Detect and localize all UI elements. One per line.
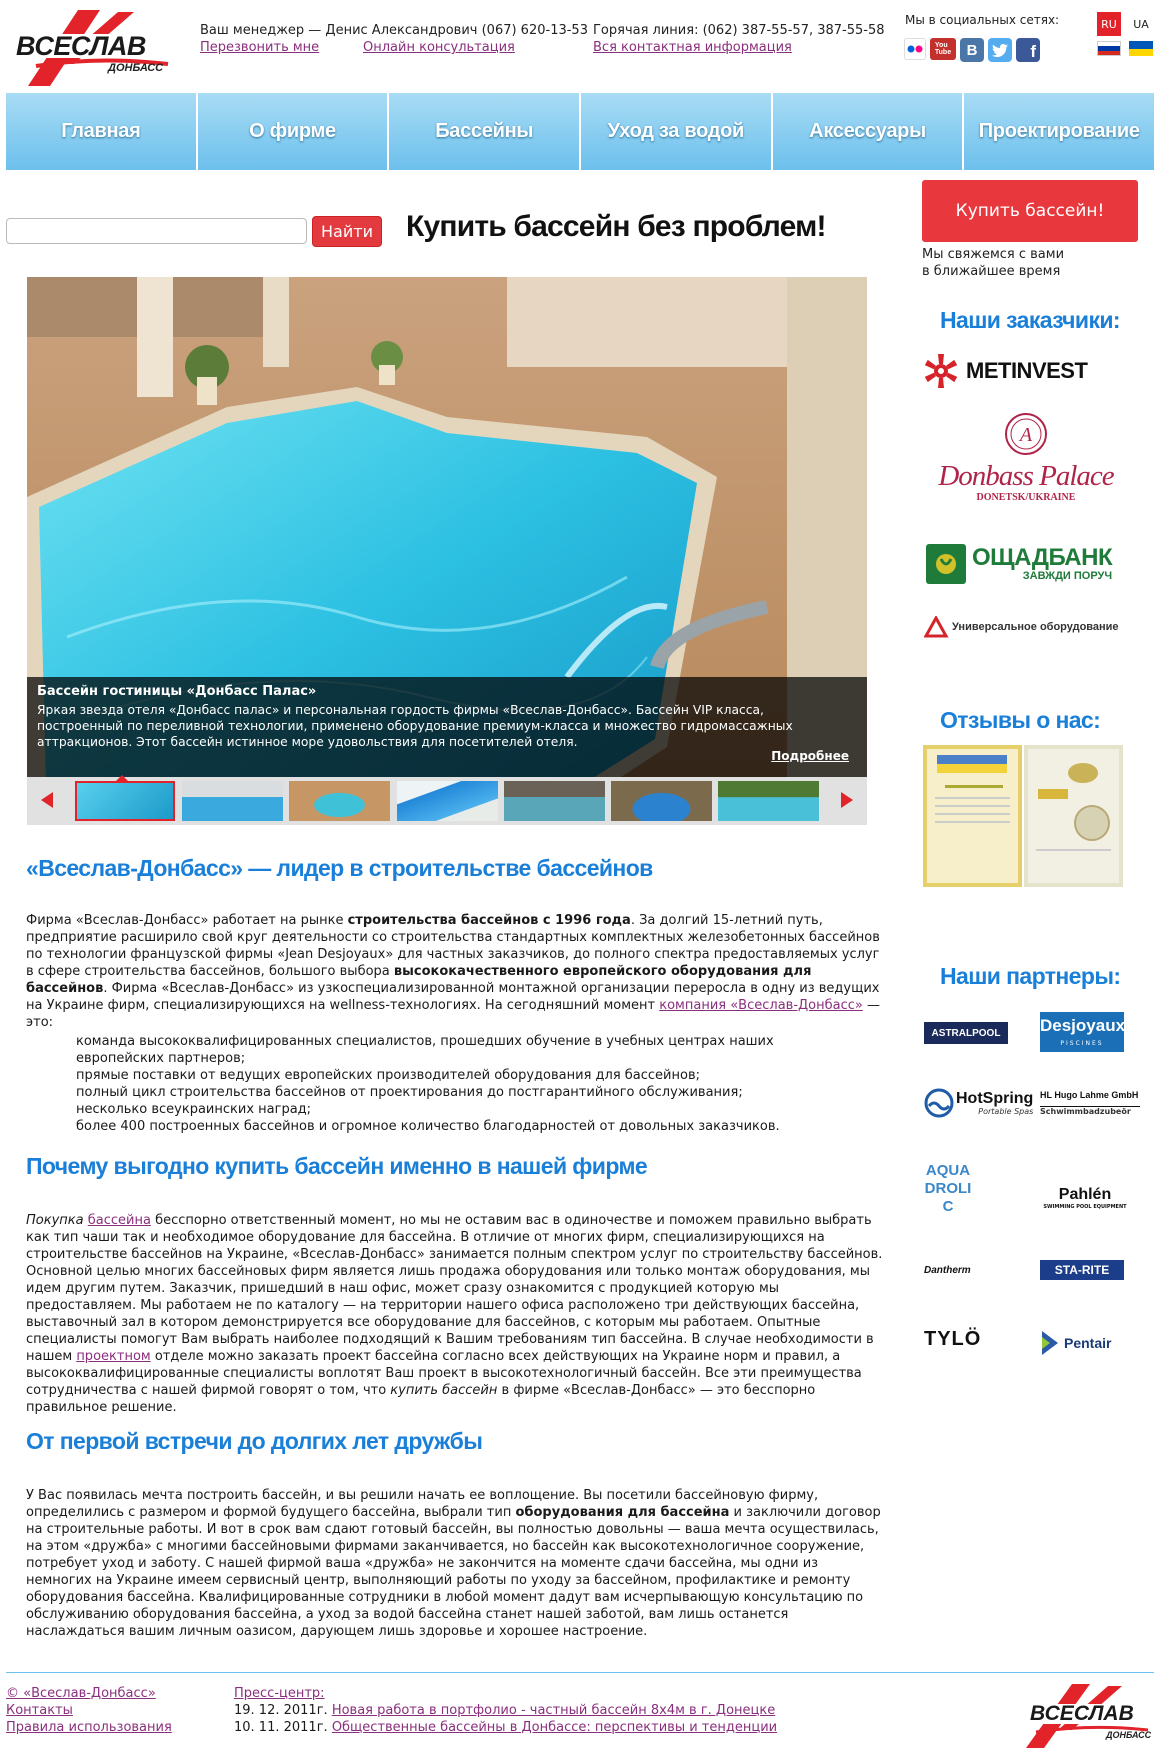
vkontakte-icon[interactable]: В bbox=[960, 38, 984, 62]
leader-text-part3: . Фирма «Всеслав-Донбасс» из узкоспециализированной монтажной организации переросла в одну из ведущих на Украине фирм, специализирующихся на wellness-технологиях. На сегодняшний момент bbox=[26, 981, 880, 1013]
hotspring-wave-icon bbox=[924, 1088, 954, 1118]
slider-caption-text: Яркая звезда отеля «Донбасс палас» и персональная гордость фирмы «Всеслав-Донбасс». Бассейн VIP класса, построенный по переливной технологии, применено оборудование премиум-класса и множество гидромассажных аттракционов. Этот бассейн истинное море удовольствия для посетителей отеля. bbox=[37, 703, 793, 749]
buy-pool-button[interactable]: Купить бассейн! bbox=[922, 180, 1138, 242]
pahlen-name: Pahlén bbox=[1058, 1186, 1112, 1203]
diploma-image[interactable] bbox=[1024, 745, 1123, 887]
language-switcher-ua bbox=[1129, 12, 1155, 60]
news-date: 10. 11. 2011г. bbox=[234, 1720, 328, 1735]
section-friendship-title: От первой встречи до долгих лет дружбы bbox=[26, 1428, 483, 1454]
footer-logo-text: ВСЕСЛАВ bbox=[1030, 1702, 1134, 1725]
oschadbank-logo[interactable] bbox=[926, 542, 1134, 586]
svg-text:A: A bbox=[1019, 424, 1033, 446]
lang-ua[interactable]: UA bbox=[1133, 17, 1149, 31]
press-center bbox=[234, 1685, 777, 1736]
ukraine-flag-icon[interactable] bbox=[1129, 41, 1153, 56]
lang-ru[interactable]: RU bbox=[1097, 12, 1121, 36]
slider-thumb-2[interactable] bbox=[182, 781, 283, 821]
donbass-palace-name: Donbass Palace bbox=[938, 460, 1114, 492]
section-friendship-text bbox=[26, 1487, 884, 1640]
section-why-text bbox=[26, 1212, 884, 1416]
why-text-part3: в фирме «Всеслав-Донбасс» — это бесспорно правильное решение. bbox=[26, 1383, 816, 1415]
tylo-logo[interactable]: TYLÖ bbox=[924, 1328, 982, 1350]
metinvest-name: METINVEST bbox=[966, 358, 1088, 383]
page-headline: Купить бассейн без проблем! bbox=[406, 210, 826, 243]
social-label: Мы в социальных сетях: bbox=[905, 13, 1060, 27]
customers-title: Наши заказчики: bbox=[940, 307, 1120, 333]
search-button[interactable]: Найти bbox=[312, 216, 382, 247]
donbass-palace-city: DONETSK/UKRAINE bbox=[976, 492, 1076, 503]
news-link[interactable]: Новая работа в портфолио - частный бассейн 8х4м в г. Донецке bbox=[331, 1703, 776, 1718]
pentair-logo[interactable] bbox=[1040, 1328, 1130, 1358]
friendship-text-part2: и заключили договор на строительные работы. И вот в срок вам сдают готовый бассейн, вы полностью довольны — ваша мечта осуществилась, на этом «дружба» с многими бассейновыми фирмами заканчивается, но бассейн как высокотехнологичное сооружение, потребует уход и заботу. С нашей фирмой ваша «дружба» не закончится на моменте сдачи бассейна, мы одни из немногих на Украине имеем сервисный центр, выполняющий работы по уходу за бассейном, профилактике и ремонту оборудования бассейна. Квалифицированные сотрудники в любой момент дадут вам исчерпывающую консультацию по обслуживанию оборудования бассейна, а уход за водой бассейна станет нашей заботой, вам лишь останется наслаждаться вашим личным оазисом, дарующем лишь здоровье и хорошее настроение. bbox=[26, 1505, 881, 1639]
slider-thumb-3[interactable] bbox=[289, 781, 390, 821]
logo-subtext: ДОНБАСС bbox=[108, 62, 164, 74]
pahlen-sub: SWIMMING POOL EQUIPMENT bbox=[1043, 1204, 1127, 1210]
partners-title: Наши партнеры: bbox=[940, 963, 1121, 989]
hotspring-name: HotSpring bbox=[956, 1090, 1034, 1107]
slider-thumb-6[interactable] bbox=[611, 781, 712, 821]
social-icons bbox=[904, 38, 1040, 62]
site-logo[interactable] bbox=[8, 4, 180, 88]
advantages-list bbox=[76, 1033, 836, 1135]
universal-equipment-logo[interactable] bbox=[924, 614, 1144, 640]
press-center-link[interactable]: Пресс-центр: bbox=[234, 1686, 325, 1701]
online-consult-link[interactable]: Онлайн консультация bbox=[363, 40, 515, 55]
starite-logo[interactable]: STA-RITE bbox=[1040, 1260, 1124, 1280]
friendship-text-bold: оборудования для бассейна bbox=[515, 1505, 730, 1520]
reviews-title: Отзывы о нас: bbox=[940, 707, 1101, 733]
news-link[interactable]: Общественные бассейны в Донбассе: перспективы и тенденции bbox=[331, 1720, 778, 1735]
logo-text: ВСЕСЛАВ bbox=[16, 31, 146, 61]
manager-contact: Ваш менеджер — Денис Александрович (067) 620-13-53 bbox=[200, 23, 588, 38]
footer-divider bbox=[6, 1672, 1154, 1673]
copyright-link[interactable]: © «Всеслав-Донбасс» bbox=[6, 1686, 156, 1701]
main-nav bbox=[6, 93, 1154, 170]
why-italic-start: Покупка bbox=[26, 1213, 84, 1228]
section-leader-text bbox=[26, 912, 884, 1031]
pool-link[interactable]: бассейна bbox=[87, 1213, 151, 1228]
pahlen-logo[interactable] bbox=[1040, 1186, 1130, 1216]
buy-note-line2: в ближайшее время bbox=[922, 264, 1061, 279]
footer-logo-subtext: ДОНБАСС bbox=[1106, 1730, 1152, 1740]
russia-flag-icon[interactable] bbox=[1097, 41, 1121, 56]
leader-text-bold1: строительства бассейнов с 1996 года bbox=[347, 913, 631, 928]
thank-you-letter-image[interactable] bbox=[923, 745, 1022, 887]
hugo-lahme-name: HL Hugo Lahme GmbH bbox=[1040, 1090, 1139, 1100]
list-item: команда высококвалифицированных специалистов, прошедших обучение в учебных центрах наших европейских партнеров; bbox=[76, 1034, 774, 1066]
slider-caption bbox=[27, 677, 867, 777]
design-dept-link[interactable]: проектном bbox=[76, 1349, 151, 1364]
desjoyaux-logo[interactable] bbox=[1040, 1012, 1124, 1052]
leader-text-bold2: высококачественного европейского оборудования для бассейнов bbox=[26, 964, 812, 996]
flickr-icon[interactable] bbox=[904, 38, 926, 60]
hotspring-sub: Portable Spas bbox=[978, 1107, 1034, 1116]
aquadrolic-logo[interactable]: AQUA DROLIC bbox=[924, 1148, 972, 1230]
slider-prev-arrow-icon[interactable] bbox=[39, 791, 55, 813]
pool-slider[interactable] bbox=[27, 277, 867, 825]
metinvest-logo[interactable] bbox=[922, 350, 1130, 392]
desjoyaux-sub: PISCINES bbox=[1060, 1040, 1104, 1047]
hugo-lahme-sub: Schwimmbadzubeör bbox=[1040, 1106, 1140, 1116]
facebook-icon[interactable]: f bbox=[1016, 38, 1040, 62]
search-input[interactable] bbox=[6, 218, 307, 244]
list-item: полный цикл строительства бассейнов от проектирования до постгарантийного обслуживания; bbox=[76, 1085, 743, 1100]
dantherm-logo[interactable]: Dantherm bbox=[924, 1265, 971, 1276]
slider-thumb-7[interactable] bbox=[718, 781, 819, 821]
desjoyaux-name: Desjoyaux bbox=[1040, 1016, 1126, 1035]
youtube-icon[interactable]: You Tube bbox=[930, 38, 956, 60]
oschadbank-slogan: ЗАВЖДИ ПОРУЧ bbox=[1022, 570, 1113, 582]
nav-pools[interactable]: Бассейны bbox=[389, 93, 579, 170]
leader-text-end: — это: bbox=[26, 998, 880, 1030]
pentair-name: Pentair bbox=[1064, 1335, 1112, 1351]
footer-logo[interactable] bbox=[1012, 1680, 1152, 1750]
universal-equipment-icon bbox=[924, 616, 952, 638]
nav-home[interactable]: Главная bbox=[6, 93, 196, 170]
all-contacts-link[interactable]: Вся контактная информация bbox=[593, 40, 792, 55]
astralpool-logo[interactable]: ASTRALPOOL bbox=[924, 1022, 1008, 1044]
company-link[interactable]: компания «Всеслав-Донбасс» bbox=[659, 998, 863, 1013]
universal-equipment-name: Универсальное оборудование bbox=[952, 621, 1119, 633]
terms-of-use-link[interactable]: Правила использования bbox=[6, 1720, 172, 1735]
hugo-lahme-logo[interactable] bbox=[1040, 1084, 1140, 1124]
news-item bbox=[234, 1719, 777, 1736]
list-item: прямые поставки от ведущих европейских производителей оборудования для бассейнов; bbox=[76, 1068, 700, 1083]
hotspring-logo[interactable] bbox=[924, 1083, 1034, 1123]
footer-contacts-link[interactable]: Контакты bbox=[6, 1703, 73, 1718]
donbass-palace-logo[interactable] bbox=[922, 412, 1130, 518]
language-switcher bbox=[1097, 12, 1123, 60]
friendship-text-part1: У Вас появилась мечта построить бассейн, и вы решили начать ее воплощение. Вы посетили бассейновую фирму, определились с размером и формой будущего бассейна, выбрали тип bbox=[26, 1488, 819, 1520]
slider-caption-title: Бассейн гостиницы «Донбасс Палас» bbox=[37, 684, 317, 699]
news-date: 19. 12. 2011г. bbox=[234, 1703, 328, 1718]
oschadbank-icon bbox=[926, 544, 966, 584]
slider-thumb-1[interactable] bbox=[75, 781, 175, 821]
slider-thumb-4[interactable] bbox=[397, 781, 498, 821]
buy-note bbox=[922, 246, 1064, 280]
slider-thumb-5[interactable] bbox=[504, 781, 605, 821]
section-why-title: Почему выгодно купить бассейн именно в нашей фирме bbox=[26, 1153, 648, 1179]
pentair-icon bbox=[1040, 1329, 1060, 1357]
footer-links bbox=[6, 1685, 172, 1736]
list-item: несколько всеукраинских наград; bbox=[76, 1102, 312, 1117]
nav-design[interactable]: Проектирование bbox=[964, 93, 1154, 170]
twitter-icon[interactable] bbox=[988, 38, 1012, 62]
nav-about[interactable]: О фирме bbox=[198, 93, 388, 170]
slider-next-arrow-icon[interactable] bbox=[839, 791, 855, 813]
list-item: более 400 построенных бассейнов и огромное количество благодарностей от довольных заказчиков. bbox=[76, 1119, 780, 1134]
donbass-palace-emblem-icon bbox=[1004, 412, 1048, 456]
metinvest-star-icon bbox=[922, 352, 960, 390]
leader-text-part2: . За долгий 15-летний путь, предприятие расширило свой круг деятельности со строительства стандартных комплектных железобетонных бассейнов по технологии французской фирмы «Jean Desjoyaux» для частных заказчиков, до полного спектра предоставляемых услуг в сфере строительства бассейнов, большого выбора bbox=[26, 913, 880, 979]
slider-more-link[interactable]: Подробнее bbox=[771, 749, 849, 763]
callback-link[interactable]: Перезвонить мне bbox=[200, 40, 320, 55]
slider-thumbnails bbox=[27, 777, 867, 825]
why-text-part1: бесспорно ответственный момент, но мы не оставим вас в одиночестве и поможем правильно выбрать как тип чаши так и необходимое оборудование для бассейна. В отличие от многих фирм, специализирующихся на строительстве бассейнов на Украине, «Всеслав-Донбасс» занимается полным спектром услуг по строительству бассейнов. Основной целью многих бассейновых фирм является лишь продажа оборудования или только монтаж оборудования, мы идем другим путем. Заказчик, пришедший в наш офис, может сразу ознакомится с продукцией которую мы предоставляем. Мы работаем не по каталогу — на территории нашего офиса расположено три действующих бассейна, выставочный зал в котором демонстрируется все оборудование для бассейнов, с которым мы работаем. Опытные специалисты помогут Вам выбрать наиболее подходящий к Вашим требованиям тип бассейна. В случае необходимости в нашем bbox=[26, 1213, 883, 1364]
leader-text-part1: Фирма «Всеслав-Донбасс» работает на рынке bbox=[26, 913, 348, 928]
oschadbank-name: ОЩАДБАНК bbox=[972, 544, 1113, 571]
section-leader-title: «Всеслав-Донбасс» — лидер в строительстве бассейнов bbox=[26, 855, 653, 881]
reviews-images[interactable] bbox=[923, 745, 1123, 887]
buy-note-line1: Мы свяжемся с вами bbox=[922, 247, 1065, 262]
hotline-text: Горячая линия: (062) 387-55-57, 387-55-58 bbox=[593, 23, 885, 38]
news-item bbox=[234, 1702, 777, 1719]
why-text-part2: отделе можно заказать проект бассейна согласно всех действующих на Украине норм и правил, а высококвалифицированные специалисты воплотят Ваш проект в высокотехнологичный бассейн. Все эти преимущества сотрудничества с нашей фирмой говорят о том, что bbox=[26, 1349, 862, 1398]
why-italic-end: купить бассейн bbox=[390, 1383, 498, 1398]
nav-water-care[interactable]: Уход за водой bbox=[581, 93, 771, 170]
nav-accessories[interactable]: Аксессуары bbox=[773, 93, 963, 170]
